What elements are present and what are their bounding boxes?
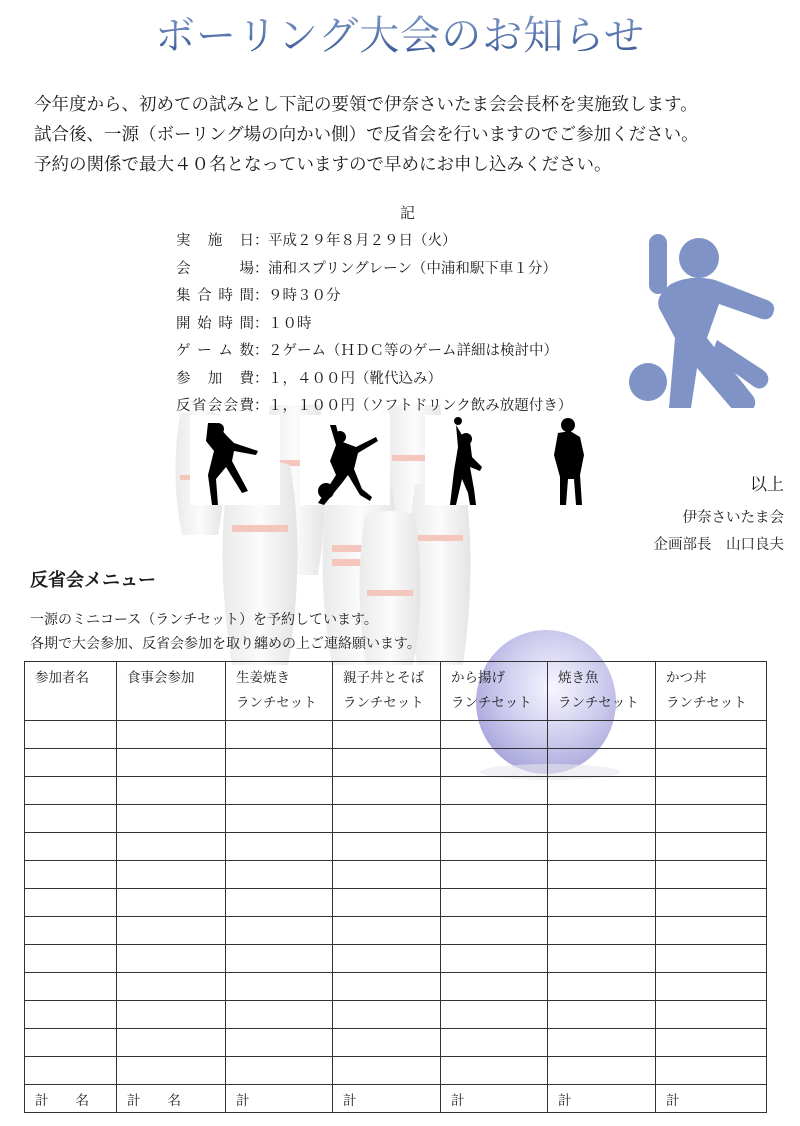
entry-cell[interactable] [656, 1057, 767, 1085]
header-line: かつ丼 [666, 670, 707, 686]
detail-fee [176, 366, 572, 394]
signer-name: 企画部長 山口良夫 [653, 537, 784, 553]
entry-cell[interactable] [226, 1057, 333, 1085]
entry-cell[interactable] [333, 889, 441, 917]
detail-value: ９時３０分 [268, 288, 341, 304]
entry-cell[interactable] [226, 917, 333, 945]
entry-cell[interactable] [117, 721, 226, 749]
header-line: ランチセット [666, 695, 747, 711]
total-cell: 計 [656, 1085, 767, 1113]
entry-cell[interactable] [441, 721, 548, 749]
header-cell [548, 662, 656, 721]
header-cell [117, 662, 226, 721]
menu-description [30, 608, 421, 656]
entry-cell[interactable] [117, 861, 226, 889]
entry-cell[interactable] [117, 1001, 226, 1029]
entry-cell[interactable] [548, 1057, 656, 1085]
detail-label: 会場 [176, 260, 254, 277]
entry-cell[interactable] [333, 1057, 441, 1085]
header-cell [441, 662, 548, 721]
entry-cell[interactable] [226, 1029, 333, 1057]
entry-cell[interactable] [656, 945, 767, 973]
entry-cell[interactable] [333, 1029, 441, 1057]
detail-value: １，１００円（ソフトドリンク飲み放題付き） [268, 398, 573, 414]
detail-venue [176, 256, 572, 284]
detail-games [176, 338, 572, 366]
entry-cell[interactable] [548, 721, 656, 749]
table-row [25, 1001, 767, 1029]
entry-cell[interactable] [333, 861, 441, 889]
entry-cell[interactable] [117, 749, 226, 777]
intro-line: 試合後、一源（ボーリング場の向かい側）で反省会を行いますのでご参加ください。 [34, 125, 699, 145]
entry-cell[interactable] [226, 721, 333, 749]
entry-cell[interactable] [333, 917, 441, 945]
detail-sep: ： [254, 233, 269, 249]
detail-value: ２ゲーム（ＨＤＣ等のゲーム詳細は検討中） [268, 343, 558, 359]
intro-line: 今年度から、初めての試みとし下記の要領で伊奈さいたま会会長杯を実施致します。 [34, 95, 698, 115]
entry-cell[interactable] [656, 777, 767, 805]
detail-value: １，４００円（靴代込み） [268, 370, 442, 387]
entry-cell[interactable] [333, 805, 441, 833]
detail-value: 平成２９年８月２９日（火） [268, 233, 457, 249]
menu-description-line: 一源のミニコース（ランチセット）を予約しています。 [30, 612, 378, 628]
entry-cell[interactable] [333, 833, 441, 861]
total-cell: 計 [226, 1085, 333, 1113]
entry-cell[interactable] [226, 945, 333, 973]
entry-cell[interactable] [25, 973, 117, 1001]
entry-cell[interactable] [25, 721, 117, 749]
entry-cell[interactable] [548, 973, 656, 1001]
entry-cell[interactable] [441, 889, 548, 917]
header-cell [656, 662, 767, 721]
table-header-row [25, 662, 767, 721]
entry-cell[interactable] [548, 861, 656, 889]
entry-cell[interactable] [117, 945, 226, 973]
entry-cell[interactable] [117, 1029, 226, 1057]
event-details [176, 228, 572, 421]
total-cell: 計 [333, 1085, 441, 1113]
entry-cell[interactable] [226, 749, 333, 777]
intro-line: 予約の関係で最大４０名となっていますので早めにお申し込みください。 [34, 155, 612, 175]
entry-cell[interactable] [548, 805, 656, 833]
table-row [25, 889, 767, 917]
entry-cell[interactable] [656, 973, 767, 1001]
menu-description-line: 各期で大会参加、反省会参加を取り纏めの上ご連絡願います。 [30, 636, 421, 652]
entry-cell[interactable] [656, 721, 767, 749]
entry-cell[interactable] [25, 777, 117, 805]
entry-cell[interactable] [25, 805, 117, 833]
table-row [25, 805, 767, 833]
entry-cell[interactable] [441, 833, 548, 861]
entry-cell[interactable] [25, 749, 117, 777]
header-line: ランチセット [558, 695, 639, 711]
detail-label: 開始時間 [176, 315, 254, 332]
participation-table [24, 661, 767, 1113]
header-line: 親子丼とそば [343, 670, 424, 686]
entry-cell[interactable] [333, 777, 441, 805]
entry-cell[interactable] [656, 1001, 767, 1029]
header-cell [226, 662, 333, 721]
header-cell [25, 662, 117, 721]
entry-cell[interactable] [548, 777, 656, 805]
entry-cell[interactable] [333, 749, 441, 777]
total-cell: 計 名 [117, 1085, 226, 1113]
entry-cell[interactable] [25, 945, 117, 973]
entry-cell[interactable] [441, 1057, 548, 1085]
detail-sep: ： [254, 315, 269, 332]
entry-cell[interactable] [117, 777, 226, 805]
entry-cell[interactable] [226, 861, 333, 889]
entry-cell[interactable] [656, 889, 767, 917]
detail-value: １０時 [268, 315, 312, 332]
entry-cell[interactable] [441, 973, 548, 1001]
detail-label: ゲーム数 [176, 343, 254, 359]
intro-text [34, 90, 794, 180]
entry-cell[interactable] [441, 777, 548, 805]
table-row [25, 721, 767, 749]
table-row [25, 861, 767, 889]
closing-block [654, 472, 785, 559]
entry-cell[interactable] [117, 805, 226, 833]
entry-cell[interactable] [441, 945, 548, 973]
detail-sep: ： [254, 398, 269, 414]
detail-value: 浦和スプリングレーン（中浦和駅下車１分） [268, 260, 557, 277]
table-row [25, 749, 767, 777]
table-row [25, 917, 767, 945]
entry-cell[interactable] [226, 833, 333, 861]
table-row [25, 1029, 767, 1057]
entry-cell[interactable] [548, 1001, 656, 1029]
detail-sep: ： [254, 260, 269, 277]
bowler-silhouettes [190, 415, 620, 515]
entry-cell[interactable] [656, 917, 767, 945]
entry-cell[interactable] [25, 1001, 117, 1029]
bowler-icon [625, 228, 795, 408]
entry-cell[interactable] [117, 889, 226, 917]
total-cell: 計 [548, 1085, 656, 1113]
detail-label: 集合時間 [176, 288, 254, 304]
header-line: ランチセット [343, 695, 424, 711]
entry-cell[interactable] [548, 889, 656, 917]
entry-cell[interactable] [333, 945, 441, 973]
detail-date [176, 228, 572, 256]
entry-cell[interactable] [117, 917, 226, 945]
table-row [25, 945, 767, 973]
entry-cell[interactable] [226, 1001, 333, 1029]
detail-start-time [176, 311, 572, 339]
entry-cell[interactable] [548, 945, 656, 973]
detail-sep: ： [254, 343, 269, 359]
entry-cell[interactable] [441, 861, 548, 889]
closing-ijo: 以上 [750, 475, 784, 495]
entry-cell[interactable] [656, 833, 767, 861]
entry-cell[interactable] [656, 861, 767, 889]
entry-cell[interactable] [25, 1057, 117, 1085]
detail-meet-time [176, 283, 572, 311]
entry-cell[interactable] [333, 973, 441, 1001]
entry-cell[interactable] [548, 917, 656, 945]
header-line: ランチセット [236, 695, 317, 711]
menu-section-title: 反省会メニュー [30, 570, 156, 591]
organization-name: 伊奈さいたま会 [682, 510, 784, 526]
entry-cell[interactable] [117, 973, 226, 1001]
total-cell: 計 [441, 1085, 548, 1113]
total-row [25, 1085, 767, 1113]
entry-cell[interactable] [25, 861, 117, 889]
entry-cell[interactable] [441, 1029, 548, 1057]
header-cell [333, 662, 441, 721]
total-cell: 計 名 [25, 1085, 117, 1113]
entry-cell[interactable] [25, 1029, 117, 1057]
entry-cell[interactable] [25, 833, 117, 861]
detail-label: 反省会会費 [176, 398, 254, 414]
table-row [25, 1057, 767, 1085]
entry-cell[interactable] [25, 889, 117, 917]
entry-cell[interactable] [656, 805, 767, 833]
ki-heading: 記 [400, 204, 416, 222]
entry-cell[interactable] [441, 1001, 548, 1029]
detail-sep: ： [254, 370, 269, 387]
table-row [25, 973, 767, 1001]
detail-label: 参加費 [176, 370, 254, 387]
entry-cell[interactable] [548, 1029, 656, 1057]
entry-cell[interactable] [117, 1057, 226, 1085]
entry-cell[interactable] [226, 805, 333, 833]
table-row [25, 833, 767, 861]
entry-cell[interactable] [656, 1029, 767, 1057]
page-title: ボーリング大会のお知らせ [0, 4, 800, 61]
detail-label: 実施日 [176, 233, 254, 249]
entry-cell[interactable] [226, 777, 333, 805]
entry-cell[interactable] [656, 749, 767, 777]
entry-cell[interactable] [226, 973, 333, 1001]
entry-cell[interactable] [117, 833, 226, 861]
entry-cell[interactable] [25, 917, 117, 945]
header-line: 生姜焼き [236, 670, 290, 686]
header-line: 参加者名 [35, 670, 89, 686]
entry-cell[interactable] [441, 749, 548, 777]
entry-cell[interactable] [333, 721, 441, 749]
header-line: 食事会参加 [127, 670, 195, 686]
entry-cell[interactable] [333, 1001, 441, 1029]
entry-cell[interactable] [226, 889, 333, 917]
header-line: ランチセット [451, 695, 532, 711]
header-line: 焼き魚 [558, 670, 599, 686]
detail-sep: ： [254, 288, 269, 304]
header-line: から揚げ [451, 670, 505, 686]
entry-cell[interactable] [548, 749, 656, 777]
entry-cell[interactable] [548, 833, 656, 861]
entry-cell[interactable] [441, 805, 548, 833]
entry-cell[interactable] [441, 917, 548, 945]
table-row [25, 777, 767, 805]
